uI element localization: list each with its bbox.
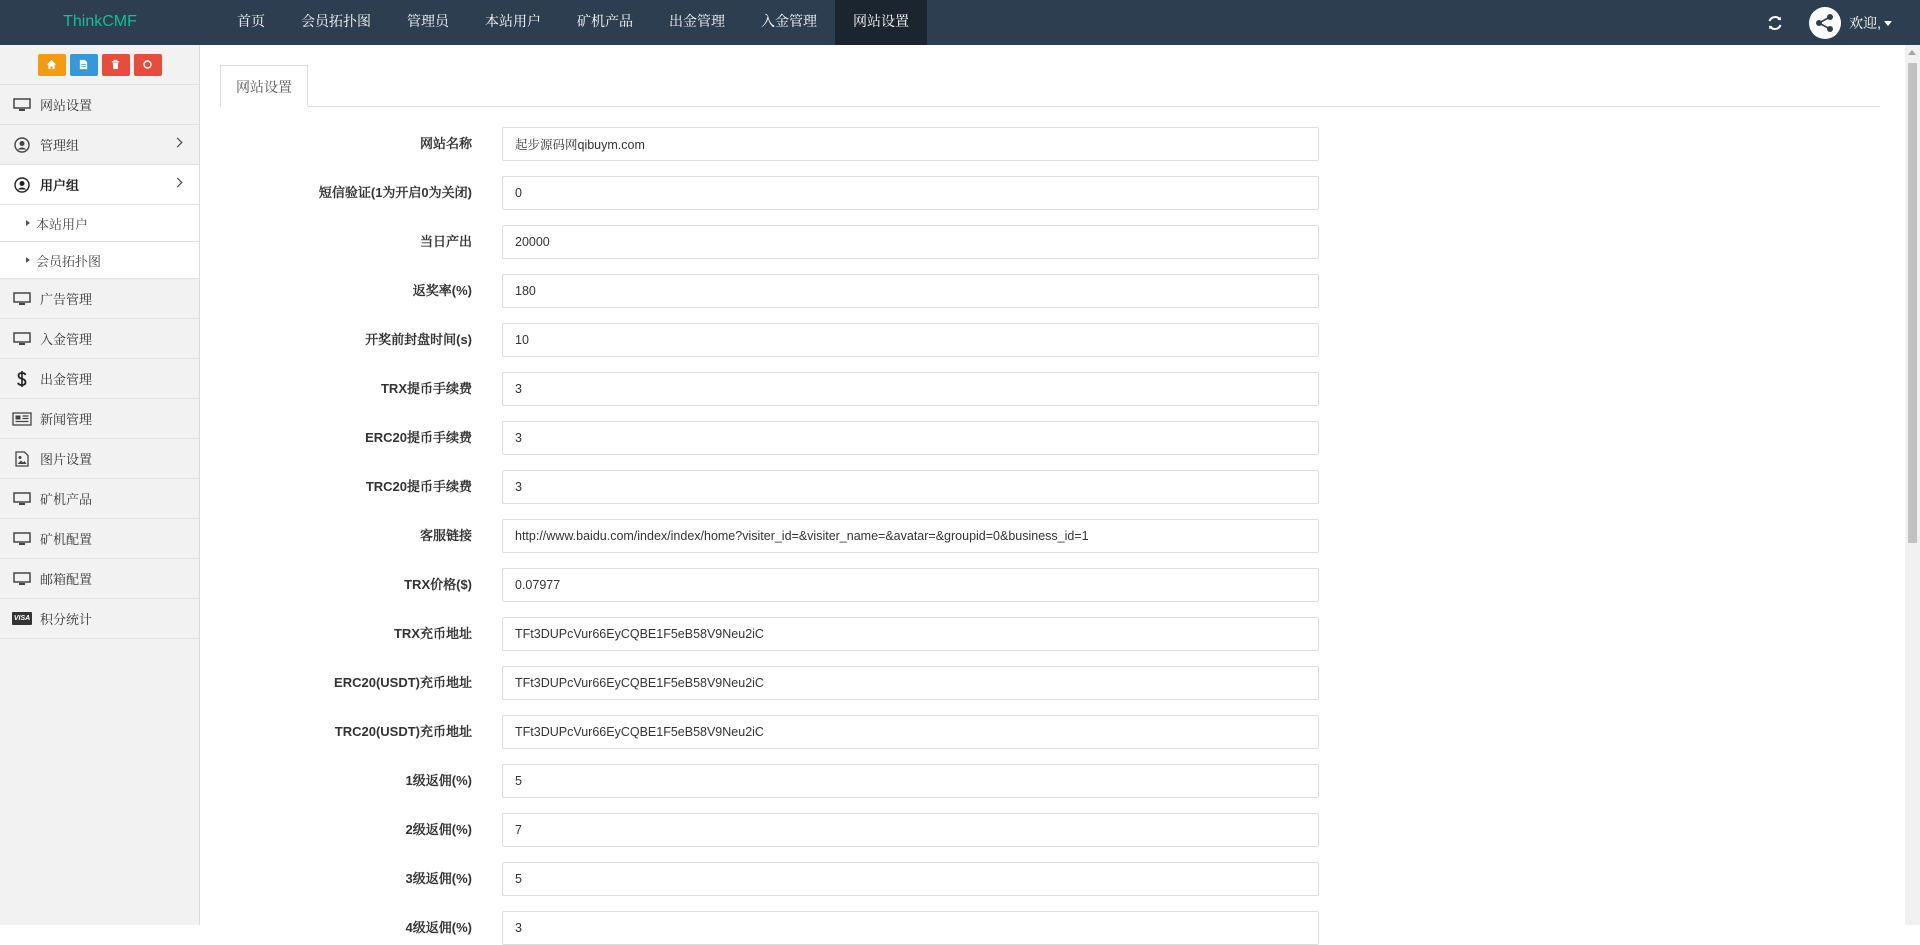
- sidebar-item-label: 入金管理: [40, 332, 93, 347]
- sidebar-item-label: 网站设置: [40, 98, 93, 113]
- field-label: 1级返佣(%): [405, 773, 472, 788]
- welcome-text: 欢迎,: [1849, 14, 1881, 31]
- user-circle-icon: [12, 177, 32, 193]
- sidebar: [0, 45, 200, 925]
- chevron-right-icon: [173, 178, 183, 188]
- level1-commission-field[interactable]: [502, 764, 1319, 798]
- nav-item-site-settings[interactable]: 网站设置: [835, 0, 927, 45]
- sidebar-item-images[interactable]: [0, 439, 199, 479]
- sidebar-item-user-group[interactable]: [0, 165, 199, 205]
- form-row: [220, 666, 1320, 700]
- sidebar-item-label: 图片设置: [40, 452, 93, 467]
- sidebar-item-admin-group[interactable]: [0, 125, 199, 165]
- nav-item-miner-products[interactable]: 矿机产品: [577, 13, 633, 29]
- monitor-icon: [12, 531, 32, 547]
- form-row: [220, 225, 1320, 259]
- sidebar-subitem-label: 本站用户: [36, 216, 89, 232]
- sidebar-item-label: 出金管理: [40, 372, 93, 387]
- trx-withdraw-fee-field[interactable]: [502, 372, 1319, 406]
- brand-logo[interactable]: ThinkCMF: [63, 13, 137, 30]
- field-label: TRC20提币手续费: [365, 479, 472, 494]
- form-row: [220, 176, 1320, 210]
- recycle-icon: [142, 59, 153, 70]
- form-row: [220, 715, 1320, 749]
- sidebar-item-label: 管理组: [40, 138, 80, 153]
- sidebar-item-label: 邮箱配置: [40, 572, 93, 587]
- erc20-withdraw-fee-field[interactable]: [502, 421, 1319, 455]
- trx-price-field[interactable]: [502, 568, 1319, 602]
- monitor-icon: [12, 97, 32, 113]
- form-row: [220, 568, 1320, 602]
- field-label: 3级返佣(%): [405, 871, 472, 886]
- level2-commission-field[interactable]: [502, 813, 1319, 847]
- form-row: [220, 274, 1320, 308]
- form-row: [220, 911, 1320, 945]
- payout-rate-field[interactable]: [502, 274, 1319, 308]
- sidebar-item-label: 积分统计: [40, 612, 93, 627]
- refresh-icon[interactable]: [1767, 15, 1783, 31]
- dollar-icon: [12, 371, 32, 387]
- file-icon: [78, 59, 89, 70]
- sidebar-item-ads[interactable]: [0, 279, 199, 319]
- chevron-right-icon: [173, 138, 183, 148]
- sidebar-item-deposits[interactable]: [0, 319, 199, 359]
- shortcut-file-button[interactable]: [70, 54, 98, 76]
- field-label: 2级返佣(%): [405, 822, 472, 837]
- trc20-deposit-address-field[interactable]: [502, 715, 1319, 749]
- tab-site-settings[interactable]: 网站设置: [220, 65, 308, 107]
- sidebar-subitem-site-users[interactable]: [0, 205, 199, 242]
- sidebar-item-news[interactable]: [0, 399, 199, 439]
- sidebar-item-mail-config[interactable]: [0, 559, 199, 599]
- field-label: TRX充币地址: [393, 626, 472, 641]
- sms-verification-field[interactable]: [502, 176, 1319, 210]
- sidebar-item-label: 广告管理: [40, 292, 93, 307]
- nav-item-deposits[interactable]: 入金管理: [761, 13, 817, 29]
- form-row: [220, 519, 1320, 553]
- shortcut-recycle-button[interactable]: [134, 54, 162, 76]
- tab-bar: [220, 65, 1880, 107]
- close-time-field[interactable]: [502, 323, 1319, 357]
- support-link-field[interactable]: [502, 519, 1319, 553]
- trc20-withdraw-fee-field[interactable]: [502, 470, 1319, 504]
- field-label: TRX提币手续费: [380, 381, 472, 396]
- newspaper-icon: [12, 411, 32, 427]
- form-row: [220, 470, 1320, 504]
- field-label: 短信验证(1为开启0为关闭): [318, 185, 472, 200]
- sidebar-item-label: 新闻管理: [40, 412, 93, 427]
- caret-right-icon: [26, 257, 30, 263]
- form-row: [220, 764, 1320, 798]
- site-name-field[interactable]: [502, 127, 1319, 161]
- field-label: ERC20(USDT)充币地址: [334, 675, 472, 690]
- sidebar-item-label: 矿机配置: [40, 532, 93, 547]
- user-menu-toggle[interactable]: [1849, 13, 1892, 33]
- form-row: [220, 323, 1320, 357]
- field-label: 当日产出: [419, 234, 472, 249]
- page-scrollbar[interactable]: [1905, 45, 1920, 925]
- sidebar-item-miner-config[interactable]: [0, 519, 199, 559]
- user-circle-icon: [12, 137, 32, 153]
- shortcut-trash-button[interactable]: [102, 54, 130, 76]
- sidebar-shortcuts: [0, 45, 199, 85]
- shortcut-home-button[interactable]: [38, 54, 66, 76]
- sidebar-subitem-member-topology[interactable]: [0, 242, 199, 279]
- field-label: TRX价格($): [404, 577, 472, 592]
- top-nav-menu: [219, 0, 927, 45]
- caret-right-icon: [26, 220, 30, 226]
- monitor-icon: [12, 291, 32, 307]
- erc20-deposit-address-field[interactable]: [502, 666, 1319, 700]
- field-label: ERC20提币手续费: [365, 430, 472, 445]
- nav-item-site-users[interactable]: 本站用户: [485, 13, 541, 29]
- scroll-up-icon[interactable]: [1908, 50, 1916, 55]
- avatar[interactable]: [1809, 7, 1841, 39]
- form-row: [220, 617, 1320, 651]
- level4-commission-field[interactable]: [502, 911, 1319, 945]
- image-icon: [12, 451, 32, 467]
- sidebar-item-label: 矿机产品: [40, 492, 93, 507]
- nav-item-admins[interactable]: 管理员: [407, 13, 449, 29]
- level3-commission-field[interactable]: [502, 862, 1319, 896]
- nav-item-member-topology[interactable]: 会员拓扑图: [301, 13, 371, 29]
- field-label: 4级返佣(%): [405, 920, 472, 935]
- sidebar-subitem-label: 会员拓扑图: [36, 253, 102, 269]
- main-content: [200, 45, 1905, 935]
- trx-deposit-address-field[interactable]: [502, 617, 1319, 651]
- field-label: 返奖率(%): [412, 283, 472, 298]
- nav-item-home[interactable]: 首页: [237, 13, 265, 29]
- home-icon: [46, 59, 57, 70]
- form-row: [220, 862, 1320, 896]
- navbar-right: [1767, 0, 1892, 45]
- nav-item-withdrawals[interactable]: 出金管理: [669, 13, 725, 29]
- scrollbar-thumb[interactable]: [1908, 63, 1917, 543]
- form-row: [220, 127, 1320, 161]
- visa-badge: VISA: [12, 612, 32, 625]
- sidebar-item-site-settings[interactable]: [0, 85, 199, 125]
- field-label: TRC20(USDT)充币地址: [334, 724, 472, 739]
- top-navbar: [0, 0, 1920, 45]
- form-row: [220, 421, 1320, 455]
- form-row: [220, 813, 1320, 847]
- daily-output-field[interactable]: [502, 225, 1319, 259]
- sidebar-item-miner-products[interactable]: [0, 479, 199, 519]
- field-label: 客服链接: [419, 528, 472, 543]
- share-avatar-icon: [1814, 12, 1836, 34]
- sidebar-item-withdrawals[interactable]: [0, 359, 199, 399]
- form-row: [220, 372, 1320, 406]
- monitor-icon: [12, 491, 32, 507]
- visa-icon: [12, 611, 32, 627]
- monitor-icon: [12, 331, 32, 347]
- sidebar-item-points-stats[interactable]: [0, 599, 199, 639]
- field-label: 开奖前封盘时间(s): [365, 332, 472, 347]
- trash-icon: [110, 59, 121, 70]
- caret-down-icon: [1884, 21, 1892, 26]
- sidebar-item-label: 用户组: [40, 178, 80, 193]
- monitor-icon: [12, 571, 32, 587]
- field-label: 网站名称: [419, 136, 472, 151]
